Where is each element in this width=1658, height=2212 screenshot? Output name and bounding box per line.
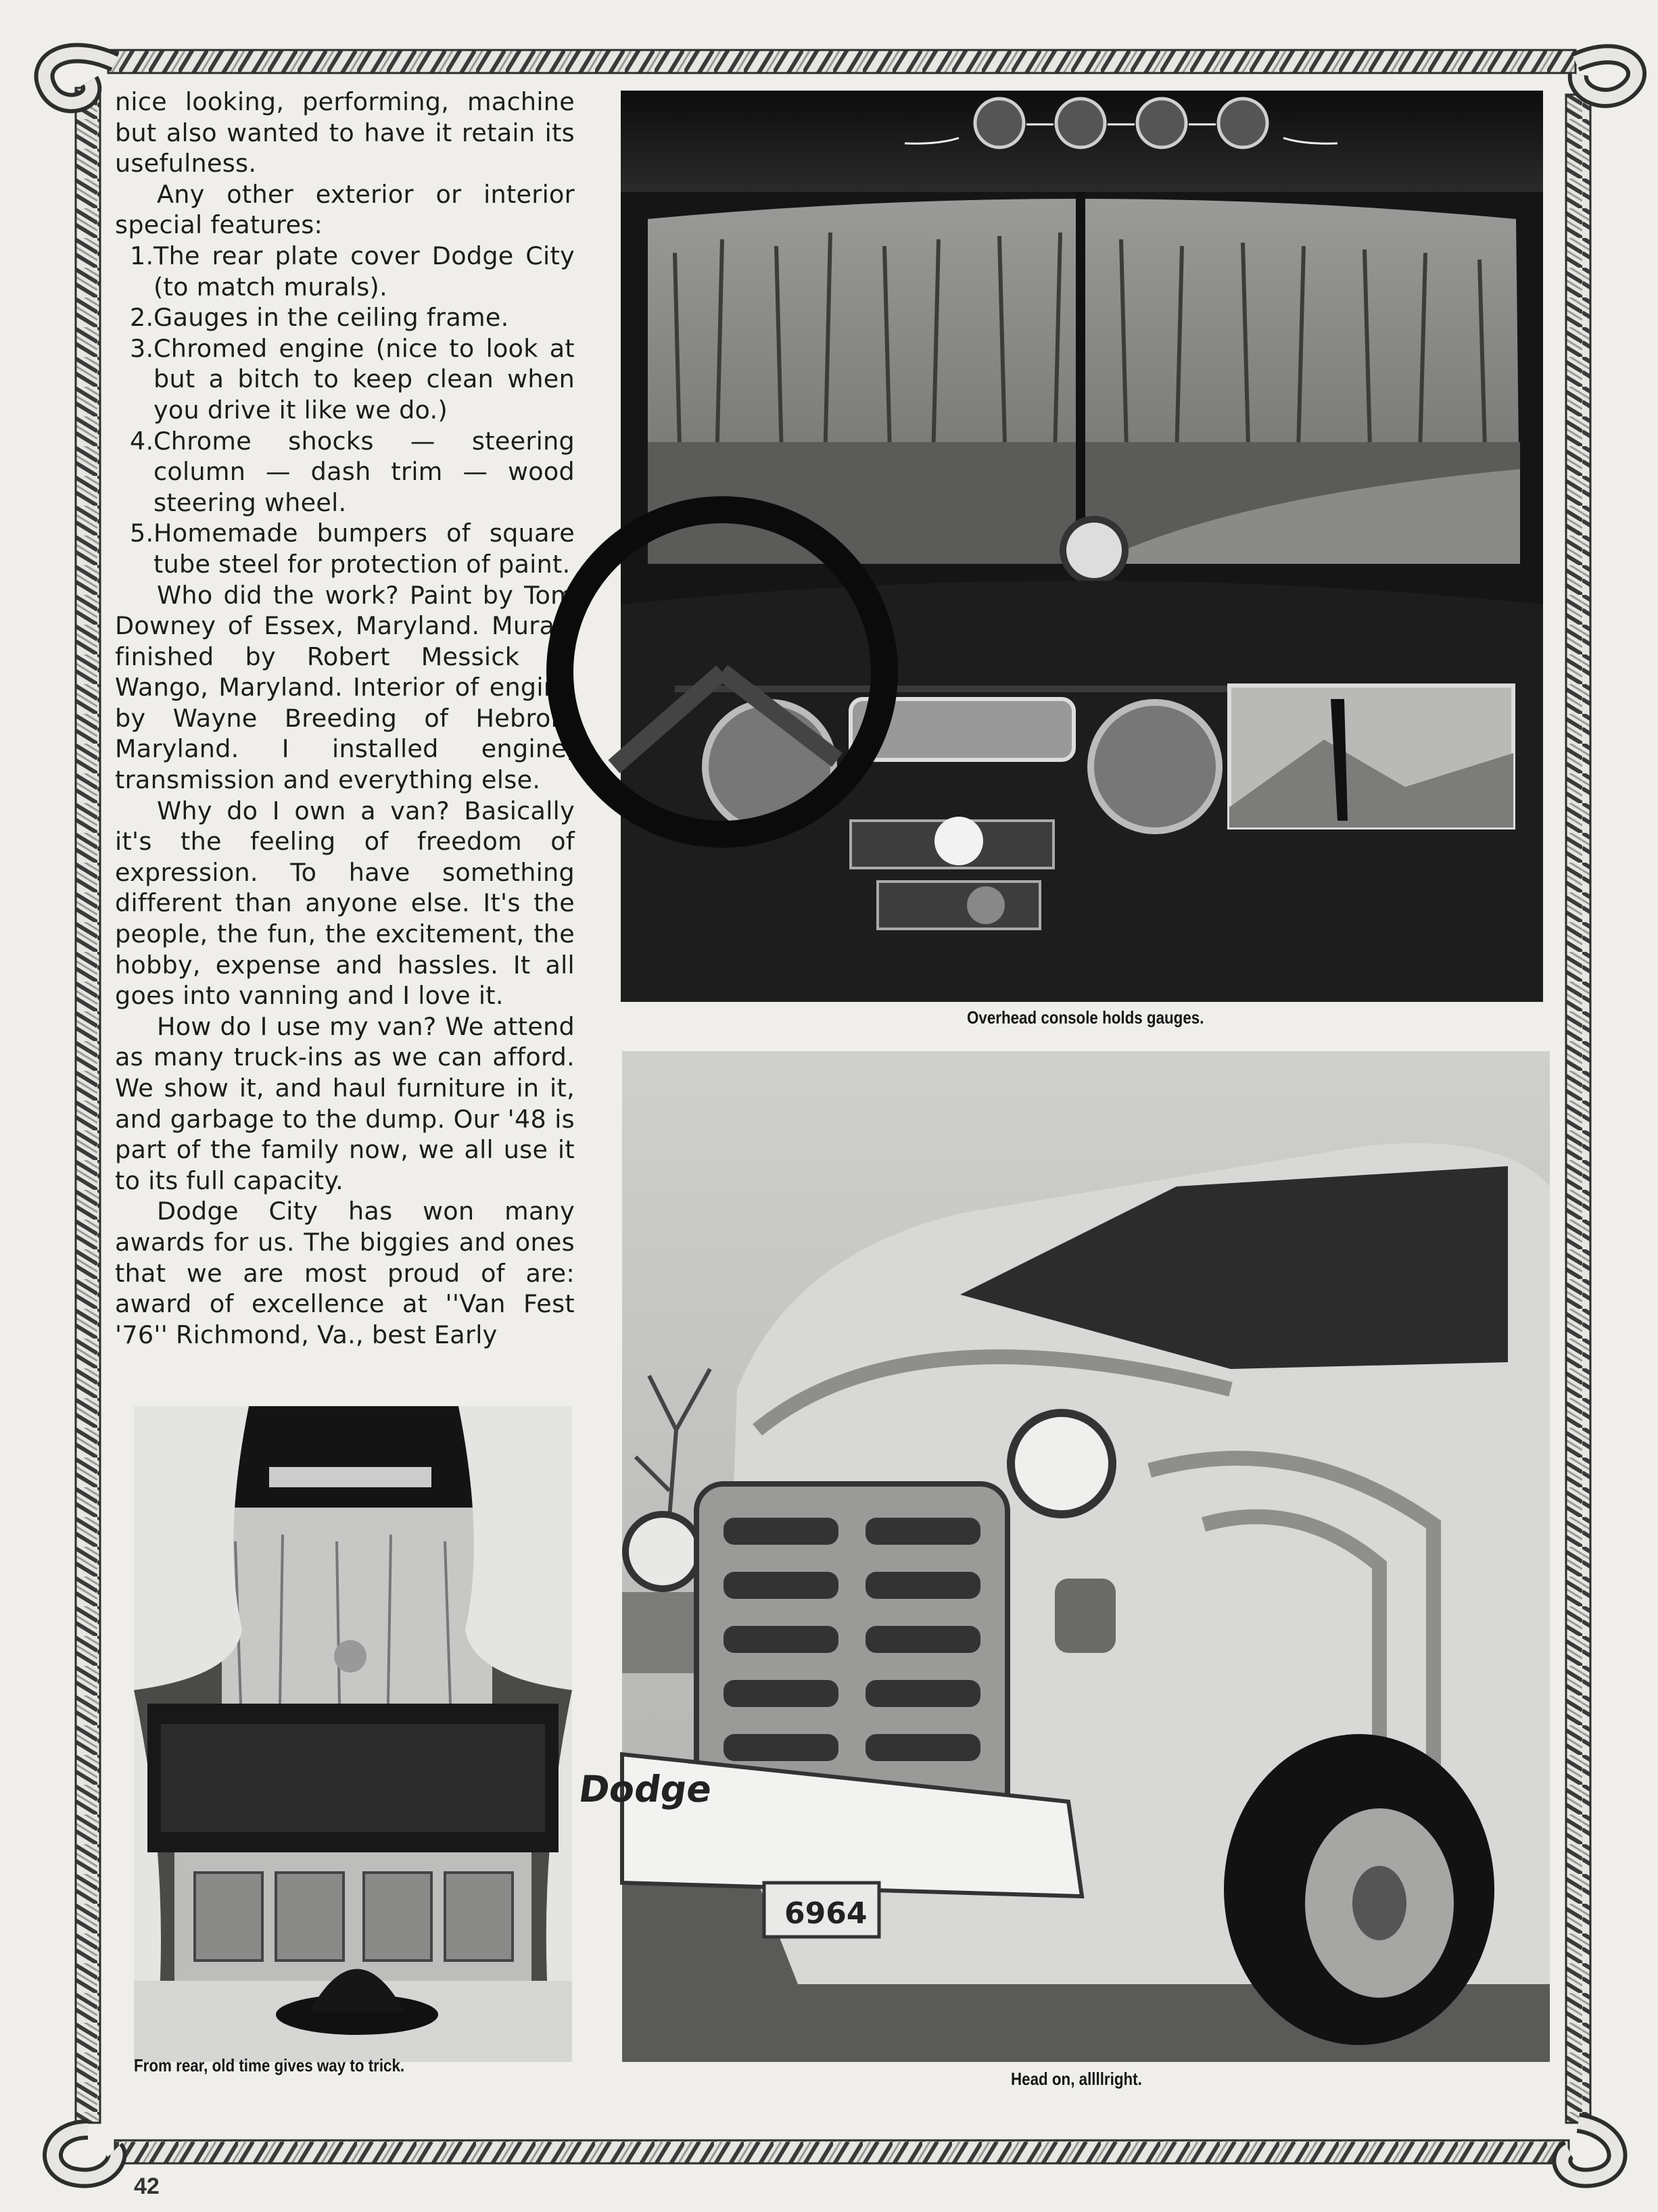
article-text xyxy=(115,87,575,1350)
front-photo-caption: Head on, allllright. xyxy=(1011,2069,1142,2089)
paragraph-2: Any other exterior or interior special features: xyxy=(115,179,575,240)
paragraph-4: Why do I own a van? Basically it's the feeling of freedom of expression. To have something different than anyone else. It's the people, the fun, the excitement, the hobby, expense and hassles. It all goes into vanning and I love it. xyxy=(115,796,575,1011)
list-item: 1. The rear plate cover Dodge City (to match murals). xyxy=(130,241,575,302)
paragraph-6: Dodge City has won many awards for us. The biggies and ones that we are most proud of are: award of excellence at ''Van Fest '76'' Richmond, Va., best Early xyxy=(115,1197,575,1349)
interior-photo-caption: Overhead console holds gauges. xyxy=(967,1007,1204,1028)
page-number: 42 xyxy=(134,2173,160,2199)
interior-dashboard-photo xyxy=(621,91,1543,1002)
rear-photo-caption: From rear, old time gives way to trick. xyxy=(134,2055,405,2075)
list-item: 5. Homemade bumpers of square tube steel for protection of paint. xyxy=(130,519,575,579)
plate-text: 6964 xyxy=(784,1896,868,1931)
list-item: 2. Gauges in the ceiling frame. xyxy=(130,303,509,333)
grille-badge-text: Dodge xyxy=(576,1768,715,1810)
features-list xyxy=(115,241,575,580)
paragraph-1: nice looking, performing, machine but also wanted to have it retain its usefulness. xyxy=(115,87,575,178)
paragraph-3: Who did the work? Paint by Tom Downey of Essex, Maryland. Murals finished by Robert Messick of Wango, Maryland. Interior of engine by Wayne Breeding of Hebron, Maryland. I installed engine, transmission and everything else. xyxy=(115,580,575,795)
rear-interior-photo xyxy=(134,1406,572,2062)
van-front-photo xyxy=(576,1051,1550,2062)
list-item: 3. Chromed engine (nice to look at but a bitch to keep clean when you drive it like we do.) xyxy=(130,333,575,425)
paragraph-5: How do I use my van? We attend as many truck-ins as we can afford. We show it, and haul furniture in it, and garbage to the dump. Our '48 is part of the family now, we all use it to its full capacity. xyxy=(115,1011,575,1195)
list-item: 4. Chrome shocks — steering column — dash trim — wood steering wheel. xyxy=(130,426,575,517)
